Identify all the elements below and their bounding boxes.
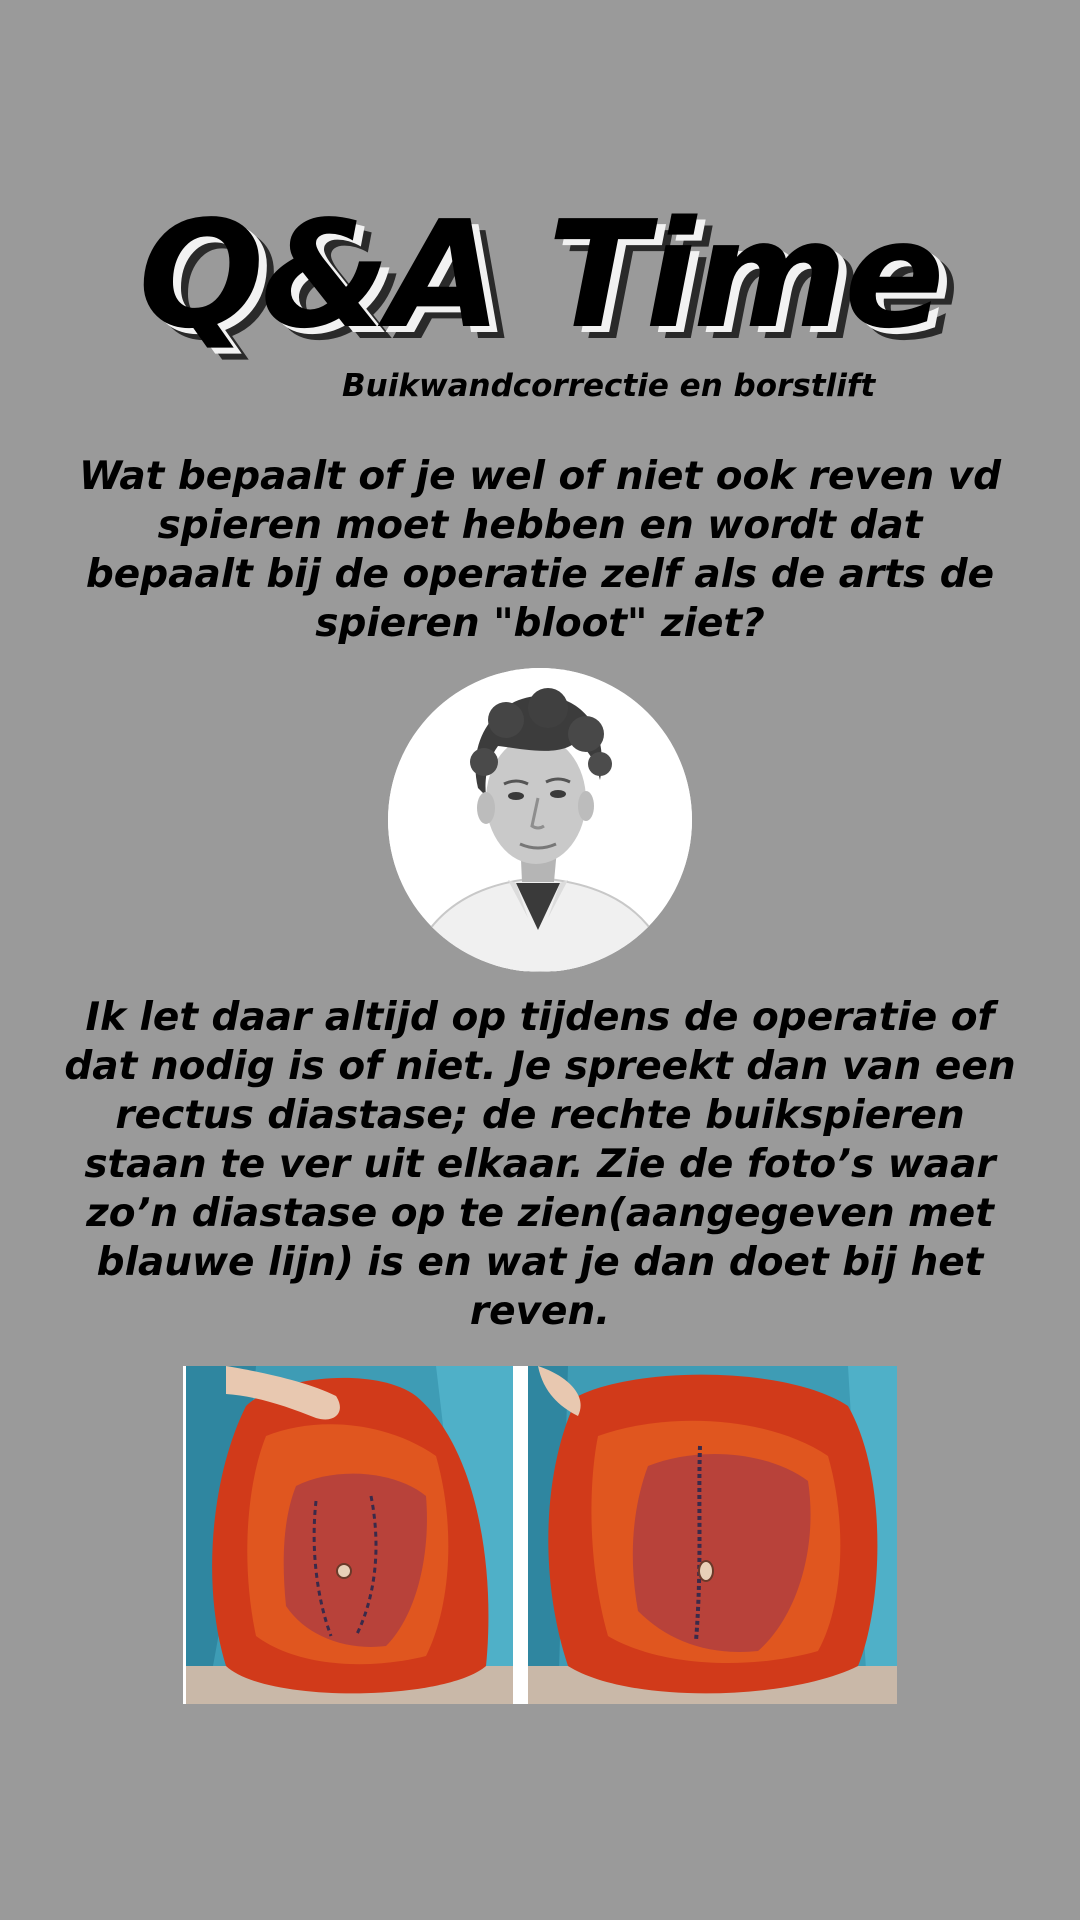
doctor-avatar: [388, 668, 692, 972]
page-subtitle: Buikwandcorrectie en borstlift: [342, 368, 876, 404]
page-title: Q&A Time: [138, 189, 942, 361]
surgery-photos: [183, 1366, 897, 1704]
answer-text: Ik let daar altijd op tijdens de operatie of dat nodig is of niet. Je spreekt dan van een rectus diastase; de rechte buikspieren staan te ver uit elkaar. Zie de foto’s waar zo’n diastase op te zien(aangegeven met blauwe lijn) is en wat je dan doet bij het reven.: [64, 995, 1016, 1334]
after-surgery-photo: [528, 1366, 897, 1704]
before-surgery-photo: [186, 1366, 513, 1704]
question-text: Wat bepaalt of je wel of niet ook reven vd spieren moet hebben en wordt dat bepaalt bij de operatie zelf als de arts de spieren "bloot" ziet?: [78, 454, 1002, 646]
